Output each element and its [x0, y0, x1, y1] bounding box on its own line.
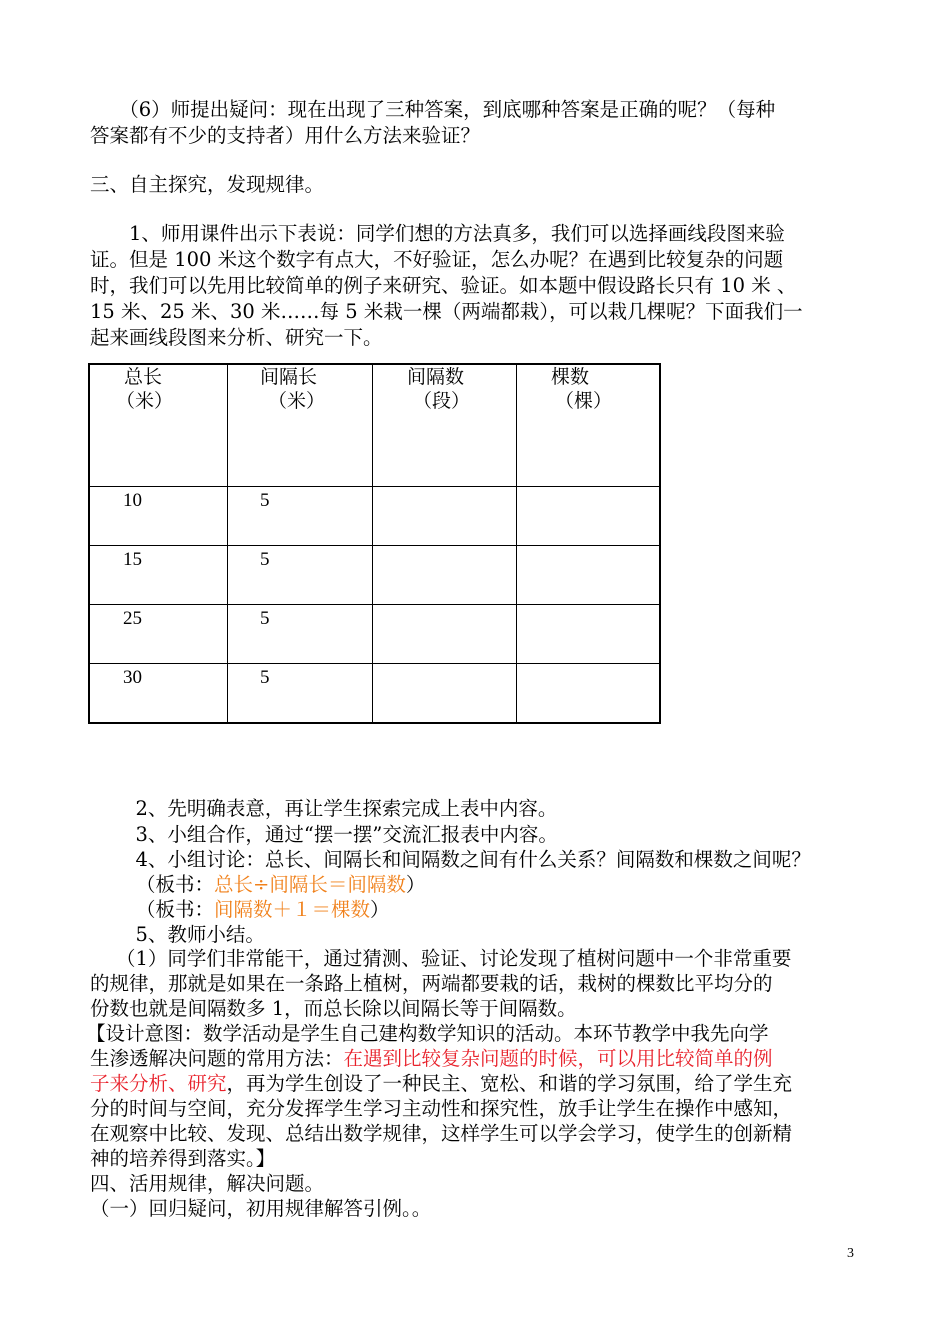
- board-line: （板书：间隔数＋１＝棵数）: [136, 898, 390, 921]
- highlighted-text: 子来分析、研究: [90, 1072, 227, 1095]
- table-cell: 5: [228, 605, 373, 664]
- table-cell: 30: [89, 664, 228, 724]
- table-row: [89, 605, 660, 664]
- board-formula: 总长÷间隔长＝间隔数: [214, 873, 406, 896]
- step-line: 5、教师小结。: [116, 923, 265, 946]
- paragraph-line: 答案都有不少的支持者）用什么方法来验证？: [90, 124, 481, 147]
- paragraph-line: 1、师用课件出示下表说：同学们想的方法真多，我们可以选择画线段图来验: [90, 222, 785, 245]
- board-line: （板书：总长÷间隔长＝间隔数）: [136, 873, 426, 896]
- section-heading: 三、自主探究，发现规律。: [90, 173, 325, 196]
- table-row: [89, 487, 660, 546]
- section-heading: 四、活用规律，解决问题。: [90, 1172, 325, 1195]
- step-line: 2、先明确表意，再让学生探索完成上表中内容。: [116, 797, 558, 820]
- design-intent-line: 【设计意图：数学活动是学生自己建构数学知识的活动。本环节教学中我先向学: [86, 1022, 769, 1045]
- paragraph-line: 的规律，那就是如果在一条路上植树，两端都要栽的话，栽树的棵数比平均分的: [90, 972, 773, 995]
- table-cell: [373, 664, 517, 724]
- planting-table: [88, 363, 661, 724]
- design-intent-line: 子来分析、研究，再为学生创设了一种民主、宽松、和谐的学习氛围，给了学生充: [90, 1072, 793, 1095]
- table-row: [89, 664, 660, 724]
- subsection-heading: （一）回归疑问，初用规律解答引例。。: [90, 1197, 432, 1220]
- paragraph-line: （1）同学们非常能干，通过猜测、验证、讨论发现了植树问题中一个非常重要: [116, 947, 792, 970]
- table-cell: [517, 546, 661, 605]
- paragraph-line: 起来画线段图来分析、研究一下。: [90, 326, 383, 349]
- table-cell: [517, 487, 661, 546]
- design-intent-line: 在观察中比较、发现、总结出数学规律，这样学生可以学会学习，使学生的创新精: [90, 1122, 793, 1145]
- paragraph-line: 份数也就是间隔数多 1，而总长除以间隔长等于间隔数。: [90, 997, 577, 1020]
- paragraph-line: 时，我们可以先用比较简单的例子来研究、验证。如本题中假设路长只有 10 米 、: [90, 274, 797, 297]
- design-intent-line: 分的时间与空间，充分发挥学生学习主动性和探究性，放手让学生在操作中感知，: [90, 1097, 793, 1120]
- table-cell: 15: [89, 546, 228, 605]
- design-intent-line: 神的培养得到落实。】: [90, 1147, 276, 1170]
- design-intent-line: 生渗透解决问题的常用方法：在遇到比较复杂问题的时候，可以用比较简单的例: [90, 1047, 773, 1070]
- board-formula: 间隔数＋１＝棵数: [214, 898, 371, 921]
- table-cell: [517, 605, 661, 664]
- page-number: 3: [847, 1246, 854, 1261]
- step-line: 3、小组合作，通过“摆一摆”交流汇报表中内容。: [116, 823, 558, 846]
- paragraph-line: 15 米、25 米、30 米……每 5 米栽一棵（两端都栽），可以栽几棵呢？下面我们一: [90, 300, 803, 323]
- table-cell: 5: [228, 664, 373, 724]
- table-cell: 5: [228, 487, 373, 546]
- paragraph-line: 证。但是 100 米这个数字有点大，不好验证，怎么办呢？在遇到比较复杂的问题: [90, 248, 784, 271]
- table-cell: [373, 605, 517, 664]
- header-interval-count: 间隔数 （段）: [373, 364, 517, 487]
- table-cell: [517, 664, 661, 724]
- table-cell: [373, 546, 517, 605]
- header-tree-count: 棵数 （棵）: [517, 364, 661, 487]
- paragraph-line: （6）师提出疑问：现在出现了三种答案，到底哪种答案是正确的呢？（每种: [90, 98, 776, 121]
- table-cell: 10: [89, 487, 228, 546]
- table-cell: 5: [228, 546, 373, 605]
- step-line: 4、小组讨论：总长、间隔长和间隔数之间有什么关系？间隔数和棵数之间呢？: [116, 848, 811, 871]
- header-interval-length: 间隔长 （米）: [228, 364, 373, 487]
- header-total-length: 总长 （米）: [89, 364, 228, 487]
- highlighted-text: 在遇到比较复杂问题的时候，可以用比较简单的例: [343, 1047, 773, 1070]
- table-row: [89, 546, 660, 605]
- table-header-row: [89, 364, 660, 487]
- table-cell: 25: [89, 605, 228, 664]
- table-cell: [373, 487, 517, 546]
